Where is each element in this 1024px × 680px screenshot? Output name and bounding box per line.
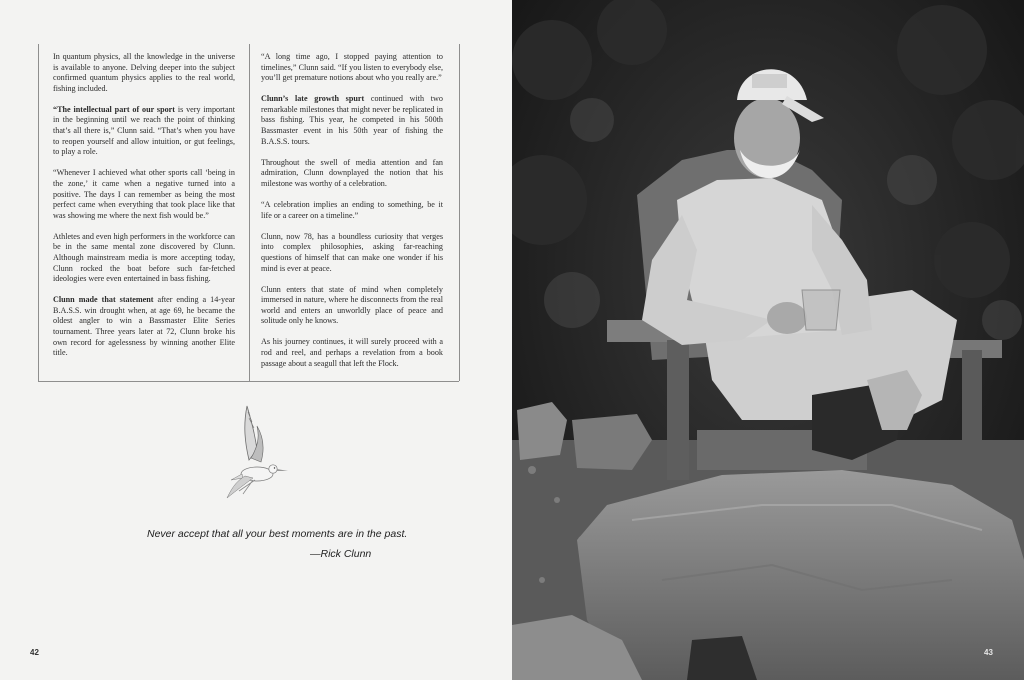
article-paragraph bbox=[261, 232, 443, 274]
photo-angler-on-chair bbox=[512, 0, 1024, 680]
article-paragraph bbox=[261, 285, 443, 327]
paragraph-text: continued with two remarkable milestones that might never be replicated in bass fishing. This year, he competed in his 500th Bassmaster event in his 50th year of fishing the B.A.S.S. tours. bbox=[261, 94, 443, 146]
paragraph-text: Clunn enters that state of mind when completely immersed in nature, where he disconnects from the real world and enters an unworldly place of peace and solitude only he knows. bbox=[261, 284, 443, 326]
paragraph-text: As his journey continues, it will surely proceed with a rod and reel, and perhaps a revelation from a book passage about a seagull that left the Flock. bbox=[261, 337, 443, 368]
page-number-right: 43 bbox=[984, 648, 993, 657]
seagull-illustration bbox=[205, 398, 300, 513]
paragraph-text: Throughout the swell of media attention and fan admiration, Clunn downplayed the notion that his milestone was worthy of a celebration. bbox=[261, 157, 443, 188]
paragraph-lead-in: “The intellectual part of our sport bbox=[53, 104, 175, 114]
paragraph-text: “Whenever I achieved what other sports call ‘being in the zone,’ it came when a negative turned into a positive. The days I can remember as being the most perfect came when everything that took place like that was showing me where the next fish would be.” bbox=[53, 168, 235, 220]
article-paragraph bbox=[261, 200, 443, 221]
text-frame-left-border bbox=[38, 44, 39, 381]
article-paragraph bbox=[261, 158, 443, 190]
page-number-left: 42 bbox=[30, 648, 39, 657]
paragraph-lead-in: Clunn made that statement bbox=[53, 295, 154, 305]
pull-quote-attribution: —Rick Clunn bbox=[310, 548, 372, 560]
article-paragraph bbox=[53, 168, 235, 221]
paragraph-text: Clunn, now 78, has a boundless curiosity that verges into complex philosophies, asking far-reaching questions of himself that can make one wonder if his mind is ever at peace. bbox=[261, 231, 443, 273]
article-column-1 bbox=[53, 52, 235, 369]
text-frame-right-border bbox=[459, 44, 460, 381]
article-paragraph bbox=[53, 295, 235, 359]
paragraph-text: after ending a 14-year B.A.S.S. win drought when, at age 69, he became the oldest angler to win a Bassmaster Elite Series tournament. Three years later at 72, Clunn broke his own record for agelessness by winning another Elite title. bbox=[53, 295, 235, 358]
pull-quote: Never accept that all your best moments are in the past. bbox=[147, 528, 408, 540]
paragraph-text: “A long time ago, I stopped paying attention to timelines,” Clunn said. “If you listen to everybody else, you’ll get premature notions about who you really are.” bbox=[261, 52, 443, 83]
paragraph-text: is very important in the beginning until we reach the point of thinking that’s all there is,” Clunn said. “That’s when you have to reopen yourself and allow intuition, or gut feelings, to play a role. bbox=[53, 104, 235, 157]
text-frame-bottom-border bbox=[38, 381, 459, 382]
paragraph-text: In quantum physics, all the knowledge in the universe is available to anyone. Delving deeper into the subject confirmed quantum physics applies to the real world, fishing included. bbox=[53, 52, 235, 93]
article-paragraph bbox=[53, 52, 235, 94]
article-paragraph bbox=[261, 94, 443, 147]
article-paragraph bbox=[53, 105, 235, 158]
paragraph-text: Athletes and even high performers in the workforce can be in the same mental zone discovered by Clunn. Although mainstream media is more accepting today, Clunn rocked the boat before such far-fetched ideologies were even entertained in bass fishing. bbox=[53, 231, 235, 284]
article-paragraph bbox=[53, 232, 235, 285]
text-frame-divider bbox=[249, 44, 250, 381]
paragraph-lead-in: Clunn’s late growth spurt bbox=[261, 94, 365, 104]
paragraph-text: “A celebration implies an ending to something, be it life or a career on a timeline.” bbox=[261, 200, 443, 220]
right-page bbox=[512, 0, 1024, 680]
article-paragraph bbox=[261, 337, 443, 369]
article-paragraph bbox=[261, 52, 443, 84]
article-column-2 bbox=[261, 52, 443, 380]
